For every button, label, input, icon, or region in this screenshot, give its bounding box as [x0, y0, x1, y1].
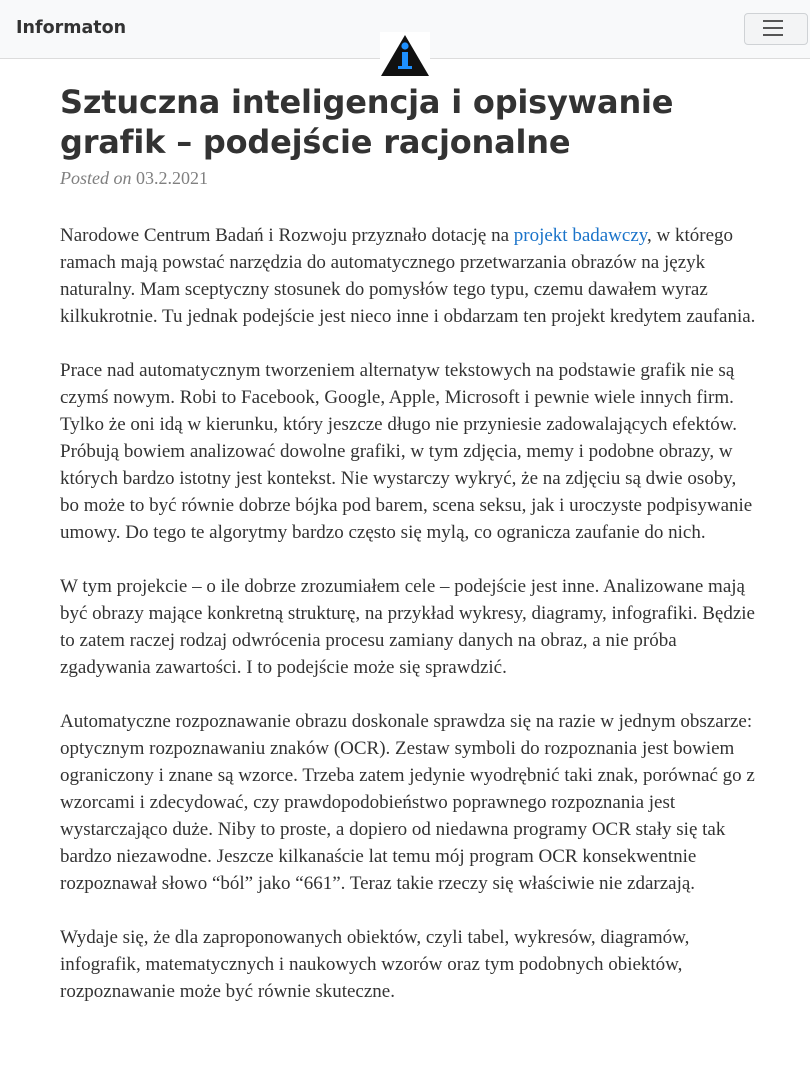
post-date: 03.2.2021 — [136, 168, 208, 188]
paragraph-text: , w którego ramach mają powstać narzędzia do automatycznego przetwarzania obrazów na język naturalny. Mam sceptyczny stosunek do pomysłów tego typu, czemu dawałem wyraz kilkukrotnie. Tu jednak podejście jest nieco inne i obdarzam ten projekt kredytem zaufania. — [60, 225, 756, 327]
research-project-link[interactable]: projekt badawczy — [513, 225, 648, 246]
posted-label: Posted on — [60, 168, 132, 188]
paragraph: Prace nad automatycznym tworzeniem alternatyw tekstowych na podstawie grafik nie są czymś nowym. Robi to Facebook, Google, Apple, Microsoft i pewnie wiele innych firm. Tylko że oni idą w kierunku, który jeszcze długo nie przyniesie zadowalających efektów. Próbują bowiem analizować dowolne grafiki, w tym zdjęcia, memy i podobne obrazy, w których bardzo istotny jest kontekst. Nie wystarczy wykryć, że na zdjęciu są dwie osoby, bo może to być równie dobrze bójka pod barem, scena seksu, jak i uroczyste podpisywanie umowy. Do tego te algorytmy bardzo często się mylą, co ogranicza zaufanie do nich. — [60, 360, 753, 543]
paragraph: W tym projekcie – o ile dobrze zrozumiałem cele – podejście jest inne. Analizowane mają być obrazy mające konkretną strukturę, na przykład wykresy, diagramy, infografiki. Będzie to zatem raczej rodzaj odwrócenia procesu zamiany danych na obraz, a nie próba zgadywania zawartości. I to podejście może się sprawdzić. — [60, 576, 755, 678]
post-meta — [60, 168, 208, 189]
paragraph-text: Narodowe Centrum Badań i Rozwoju przyznało dotację na — [60, 225, 514, 246]
site-logo[interactable] — [380, 32, 430, 78]
menu-toggle-button[interactable] — [744, 13, 808, 45]
paragraph: Automatyczne rozpoznawanie obrazu doskonale sprawdza się na razie w jednym obszarze: optycznym rozpoznawaniu znaków (OCR). Zestaw symboli do rozpoznania jest bowiem ograniczony i znane są wzorce. Trzeba zatem jedynie wyodrębnić taki znak, porównać go z wzorcami i zdecydować, czy prawdopodobieństwo poprawnego rozpoznania jest wystarczająco duże. Niby to proste, a dopiero od niedawna programy OCR stały się tak bardzo niezawodne. Jeszcze kilkanaście lat temu mój program OCR konsekwentnie rozpoznawał słowo “ból” jako “661”. Teraz takie rzeczy się właściwie nie zdarzają. — [60, 711, 755, 894]
post-content — [60, 222, 756, 1032]
paragraph: Wydaje się, że dla zaproponowanych obiektów, czyli tabel, wykresów, diagramów, infografik, matematycznych i naukowych wzorów oraz tym podobnych obiektów, rozpoznawanie może być równie skuteczne. — [60, 927, 690, 1002]
post-title: Sztuczna inteligencja i opisywanie grafik – podejście racjonalne — [60, 83, 674, 161]
paragraph — [60, 222, 756, 330]
hamburger-icon — [760, 19, 792, 39]
info-logo-icon — [380, 32, 430, 78]
brand-link[interactable]: Informaton — [16, 18, 127, 38]
